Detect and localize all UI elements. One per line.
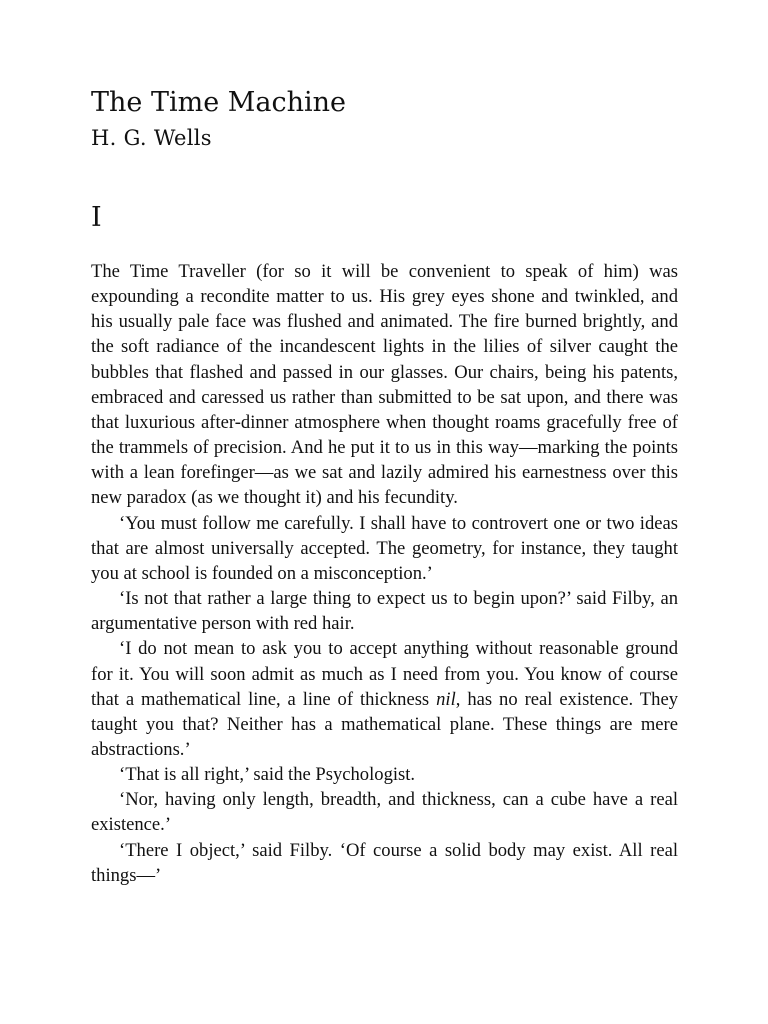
paragraph [91, 636, 678, 762]
paragraph: ‘You must follow me carefully. I shall have to controvert one or two ideas that are almost universally accepted. The geometry, for instance, they taught you at school is founded on a misconception.’ [91, 512, 678, 584]
chapter-number: I [91, 202, 102, 233]
paragraph: ‘Is not that rather a large thing to expect us to begin upon?’ said Filby, an argumentative person with red hair. [91, 588, 678, 635]
paragraph: ‘Nor, having only length, breadth, and thickness, can a cube have a real existence.’ [91, 789, 678, 836]
paragraph-text: ‘I do not mean to ask you to accept anything without reasonable ground for it. You will soon admit as much as I need from you. You know of course that a mathematical line, a line of thickness [91, 638, 678, 710]
paragraph: The Time Traveller (for so it will be convenient to speak of him) was expounding a recondite matter to us. His grey eyes shone and twinkled, and his usually pale face was flushed and animated. The fire burned brightly, and the soft radiance of the incandescent lights in the lilies of silver caught the bubbles that flashed and passed in our glasses. Our chairs, being his patents, embraced and caressed us rather than submitted to be sat upon, and there was that luxurious after-dinner atmosphere when thought roams gracefully free of the trammels of precision. And he put it to us in this way—marking the points with a lean forefinger—as we sat and lazily admired his earnestness over this new paradox (as we thought it) and his fecundity. [91, 261, 678, 509]
paragraph: ‘There I object,’ said Filby. ‘Of course a solid body may exist. All real things—’ [91, 839, 678, 886]
book-title: The Time Machine [91, 87, 347, 118]
emphasis-text: nil [436, 688, 456, 710]
book-author: H. G. Wells [91, 126, 212, 150]
paragraph-text: , has no real existence. They taught you that? Neither has a mathematical plane. These things are mere abstractions.’ [91, 688, 678, 760]
chapter-body [91, 259, 678, 888]
paragraph: ‘That is all right,’ said the Psychologist. [119, 764, 416, 786]
